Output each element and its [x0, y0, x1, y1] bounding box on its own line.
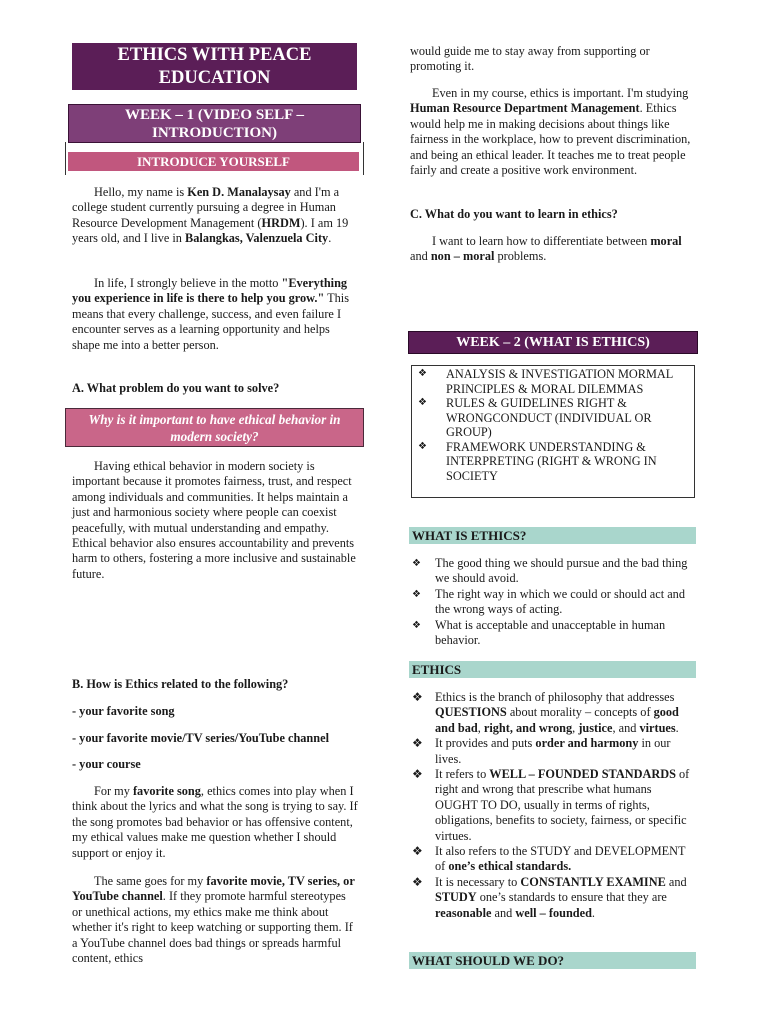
student-name: Ken D. Manalaysay — [187, 185, 291, 199]
answer-c-moral: moral — [650, 234, 682, 248]
ethics-item-3: It refers to WELL – FOUNDED STANDARDS of right and wrong that prescribe what humans OUGHT TO DO, usually in terms of rights, obligations, benefits to society, fairness, or specific virtues. — [435, 767, 690, 843]
list-item — [409, 844, 696, 875]
ethics-item-5: It is necessary to CONSTANTLY EXAMINE and STUDY one’s standards to ensure that they are reasonable and well – founded. — [435, 874, 687, 920]
list-item — [409, 875, 696, 921]
movie-bold: favorite movie, TV series, or YouTube channel — [72, 874, 355, 904]
answer-a-text: Having ethical behavior in modern society is important because it promotes fairness, trust, and respect among individuals and communities. It helps maintain a just and harmonious society where people can coexist peacefully, with mutual understanding and empathy. Ethical behavior also ensures accountability and prevents harm to others, fostering a more inclusive and sustainable future. — [72, 459, 356, 581]
movie-continued — [410, 44, 696, 75]
motto-paragraph — [72, 276, 358, 353]
intro-text-2: and I'm a college student currently pursuing a degree in Human Resource Development Management ( — [72, 185, 340, 230]
course-paragraph — [410, 86, 696, 178]
diamond-bullet-icon: ❖ — [418, 368, 427, 379]
why-ethical-behavior-box — [65, 408, 364, 447]
answer-a-paragraph — [72, 459, 358, 582]
list-item — [409, 736, 696, 767]
diamond-bullet-icon: ❖ — [412, 619, 421, 631]
diamond-bullet-icon: ❖ — [412, 690, 423, 704]
song-text-1: For my — [94, 784, 133, 798]
list-item — [418, 440, 690, 484]
intro-text-3: ). I am 19 years old, and I live in — [72, 215, 349, 246]
diamond-bullet-icon: ❖ — [412, 558, 421, 569]
motto-text-2: This means that every challenge, success, and even failure I encounter serves as a learning opportunity and helps shape me into a better person. — [72, 291, 350, 352]
question-a: A. What problem do you want to solve? — [72, 381, 280, 395]
what-is-ethics-item-1: The good thing we should pursue and the bad thing we should avoid. — [435, 556, 688, 586]
ethics-list — [409, 690, 696, 921]
answer-c-paragraph — [410, 234, 696, 265]
why-box-text: Why is it important to have ethical behavior in modern society? — [88, 411, 341, 444]
home-location: Balangkas, Valenzuela City — [185, 231, 329, 246]
question-c: C. What do you want to learn in ethics? — [410, 207, 618, 221]
intro-text-4: . — [328, 231, 332, 246]
course-text-1: Even in my course, ethics is important. I'm studying — [432, 86, 689, 100]
song-text-2: , ethics comes into play when I think about the lyrics and what the song is trying to say. If the song promotes bad behavior or has offensive content, my ethical values make me question whether I should support or enjoy it. — [72, 784, 358, 860]
what-is-ethics-item-3: What is acceptable and unacceptable in human behavior. — [435, 617, 666, 648]
movie-text-2: . If they promote harmful stereotypes or unethical actions, my ethics make me think about whether it's right to keep watching or supporting them. If a YouTube channel does bad things or spreads harmful content, ethics — [72, 889, 353, 966]
motto-quote: "Everything you experience in life is there to help you grow." — [72, 276, 348, 306]
diamond-bullet-icon: ❖ — [412, 736, 423, 751]
introduce-yourself-header: INTRODUCE YOURSELF — [68, 152, 359, 171]
ethics-item-4: It also refers to the STUDY and DEVELOPMENT of one’s ethical standards. — [435, 844, 686, 874]
ethics-item-2: It provides and puts order and harmony in our lives. — [435, 736, 671, 766]
week1-header — [68, 104, 361, 143]
question-b: B. How is Ethics related to the following? — [72, 677, 289, 691]
list-item — [409, 767, 696, 844]
week2-header: WEEK – 2 (WHAT IS ETHICS) — [408, 331, 698, 354]
diamond-bullet-icon: ❖ — [412, 874, 423, 889]
movie-paragraph — [72, 874, 358, 966]
what-is-ethics-item-2: The right way in which we could or should act and the wrong ways of acting. — [435, 586, 685, 617]
list-item — [409, 556, 696, 587]
answer-c-nonmoral: non – moral — [430, 249, 495, 264]
list-item — [418, 396, 690, 440]
movie-continued-text: would guide me to stay away from supporting or promoting it. — [410, 44, 650, 74]
song-bold: favorite song — [132, 784, 201, 798]
b-item-movie: - your favorite movie/TV series/YouTube channel — [72, 731, 329, 745]
week2-item-3: FRAMEWORK UNDERSTANDING & INTERPRETING (RIGHT & WRONG IN SOCIETY — [446, 439, 657, 483]
answer-c-text-2: and — [410, 249, 431, 264]
b-item-course: - your course — [72, 757, 141, 771]
list-item — [409, 690, 696, 736]
answer-c-text-1: I want to learn how to differentiate between — [432, 234, 651, 248]
hrdm-abbr: HRDM — [261, 215, 301, 230]
diamond-bullet-icon: ❖ — [418, 397, 427, 408]
list-item — [409, 618, 696, 649]
what-is-ethics-list — [409, 556, 696, 648]
document-title — [72, 43, 357, 90]
motto-text-1: In life, I strongly believe in the motto — [94, 276, 282, 290]
what-is-ethics-header: WHAT IS ETHICS? — [409, 527, 696, 544]
title-line-2: EDUCATION — [158, 67, 271, 88]
week2-list — [411, 365, 695, 498]
intro-text-1: Hello, my name is — [94, 185, 188, 199]
b-item-song: - your favorite song — [72, 704, 175, 718]
title-line-1: ETHICS WITH PEACE — [117, 44, 312, 65]
answer-c-text-3: problems. — [494, 249, 547, 264]
song-paragraph — [72, 784, 358, 861]
list-item — [418, 367, 690, 396]
movie-text-1: The same goes for my — [94, 874, 207, 888]
course-text-2: . Ethics would help me in making decisions about things like fairness in the workplace, how to prevent discrimination, and being an ethical leader. It teaches me to treat people fairly and create a positive work environment. — [410, 101, 691, 178]
week2-item-1: ANALYSIS & INVESTIGATION MORMAL PRINCIPLES & MORAL DILEMMAS — [446, 367, 673, 396]
list-item — [409, 587, 696, 618]
week1-header-text: WEEK – 1 (VIDEO SELF – INTRODUCTION) — [124, 106, 305, 141]
week2-item-2: RULES & GUIDELINES RIGHT & WRONGCONDUCT (INDIVIDUAL OR GROUP) — [446, 396, 652, 439]
diamond-bullet-icon: ❖ — [412, 767, 423, 782]
ethics-header: ETHICS — [409, 661, 696, 678]
ethics-item-1: Ethics is the branch of philosophy that addresses QUESTIONS about morality – concepts of good and bad, right, and wrong, justice, and virtues. — [435, 690, 679, 735]
diamond-bullet-icon: ❖ — [418, 440, 427, 452]
intro-paragraph — [72, 185, 358, 247]
diamond-bullet-icon: ❖ — [412, 844, 423, 859]
what-should-we-do-header: WHAT SHOULD WE DO? — [409, 952, 696, 969]
course-bold: Human Resource Department Management — [410, 101, 640, 116]
diamond-bullet-icon: ❖ — [412, 588, 421, 600]
